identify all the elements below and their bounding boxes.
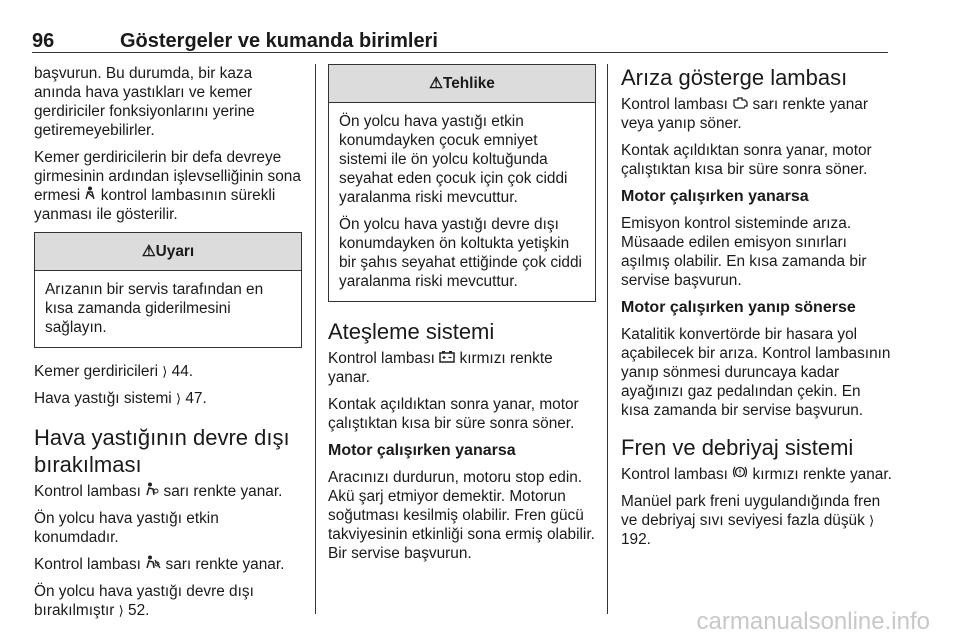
page-ref-arrow-icon: ⟩: [869, 513, 875, 528]
paragraph: Kemer gerdiricilerin bir defa devreye girmesinin ardından işlevselliğinin sona ermesi kontrol lambasının sürekli yanması ile gösterilir.: [34, 149, 301, 223]
belt-tensioner-icon: [84, 186, 96, 200]
subheading: Motor çalışırken yanarsa: [621, 188, 809, 205]
paragraph: Kontak açıldıktan sonra yanar, motor çalıştıktan kısa bir süre sonra söner.: [621, 142, 872, 178]
header-rule: [32, 52, 888, 53]
warning-text: Arızanın bir servis tarafından en kısa zamanda giderilmesini sağlayın.: [45, 281, 264, 336]
warning-icon: ⚠: [429, 75, 443, 92]
warning-icon: ⚠: [141, 243, 156, 260]
column-divider-1: [315, 64, 316, 614]
page-ref-arrow-icon: ⟩: [162, 364, 168, 379]
page-title: Göstergeler ve kumanda birimleri: [120, 30, 438, 52]
paragraph: Kontrol lambası kırmızı renkte yanar.: [621, 466, 892, 483]
paragraph: Manüel park freni uygulandığında fren ve debriyaj sıvı seviyesi fazla düşük ⟩ 192.: [621, 493, 881, 548]
paragraph: Emisyon kontrol sisteminde arıza. Müsaade edilen emisyon sınırları aşılmış olabilir. En kısa zamanda bir servise başvurun.: [621, 215, 867, 289]
brake-warning-icon: [732, 465, 748, 479]
danger-box: [328, 64, 596, 302]
column-2: [328, 64, 596, 571]
paragraph: Kontrol lambası sarı renkte yanar.: [34, 556, 285, 573]
paragraph: Kontrol lambası sarı renkte yanar.: [34, 483, 283, 500]
paragraph: Aracınızı durdurun, motoru stop edin. Akü şarj etmiyor demektir. Motorun soğutması kesilmiş olabilir. Fren gücü takviyesinin etkinliği sona ermiş olabilir. Bir servise başvurun.: [328, 469, 595, 562]
column-divider-2: [607, 64, 608, 614]
column-1: [34, 64, 302, 628]
page-ref-arrow-icon: ⟩: [118, 603, 124, 618]
airbag-off-icon: [145, 555, 161, 569]
section-heading: Hava yastığının devre dışı bırakılması: [34, 425, 290, 477]
reference: Kemer gerdiricileri ⟩ 44.: [34, 363, 194, 380]
reference: Hava yastığı sistemi ⟩ 47.: [34, 390, 207, 407]
paragraph: Kontrol lambası sarı renkte yanar veya yanıp söner.: [621, 96, 868, 132]
airbag-on-icon: [145, 482, 159, 496]
subheading: Motor çalışırken yanarsa: [328, 442, 516, 459]
column-3: [621, 64, 893, 557]
section-heading: Ateşleme sistemi: [328, 319, 495, 344]
warning-box: [34, 232, 302, 348]
paragraph: Kontak açıldıktan sonra yanar, motor çalıştıktan kısa bir süre sonra söner.: [328, 396, 579, 432]
section-heading: Arıza gösterge lambası: [621, 65, 848, 90]
engine-check-icon: [732, 96, 748, 109]
subheading: Motor çalışırken yanıp sönerse: [621, 299, 856, 316]
paragraph: başvurun. Bu durumda, bir kaza anında hava yastıkları ve kemer gerdiriciler fonksiyonlarını yerine getiremeyebilirler.: [34, 65, 255, 139]
page-ref-arrow-icon: ⟩: [176, 391, 182, 406]
danger-text: Ön yolcu hava yastığı devre dışı konumdayken ön koltukta yetişkin bir şahıs seyahat ettiğinde çok ciddi yaralanma riski mevcuttur.: [339, 216, 582, 290]
page-number: 96: [32, 30, 55, 52]
danger-text: Ön yolcu hava yastığı etkin konumdayken çocuk emniyet sistemi ile ön yolcu koltuğunda seyahat eden çocuk için çok ciddi yaralanma riski mevcuttur.: [339, 113, 568, 206]
paragraph: Ön yolcu hava yastığı devre dışı bırakılmıştır ⟩ 52.: [34, 583, 254, 619]
paragraph: Kontrol lambası kırmızı renkte yanar.: [328, 350, 553, 386]
paragraph: Ön yolcu hava yastığı etkin konumdadır.: [34, 510, 219, 546]
watermark: carmanualsonline.info: [696, 608, 930, 635]
warning-box-title: ⚠Uyarı: [35, 233, 301, 271]
paragraph: Katalitik konvertörde bir hasara yol açabilecek bir arıza. Kontrol lambasının yanıp sönmesi duruncaya kadar ayağınızı gaz pedalından çekin. En kısa zamanda bir servise başvurun.: [621, 326, 891, 419]
danger-box-title: ⚠Tehlike: [329, 65, 595, 103]
page-header: [32, 30, 438, 53]
battery-icon: [439, 350, 455, 363]
section-heading: Fren ve debriyaj sistemi: [621, 435, 854, 460]
